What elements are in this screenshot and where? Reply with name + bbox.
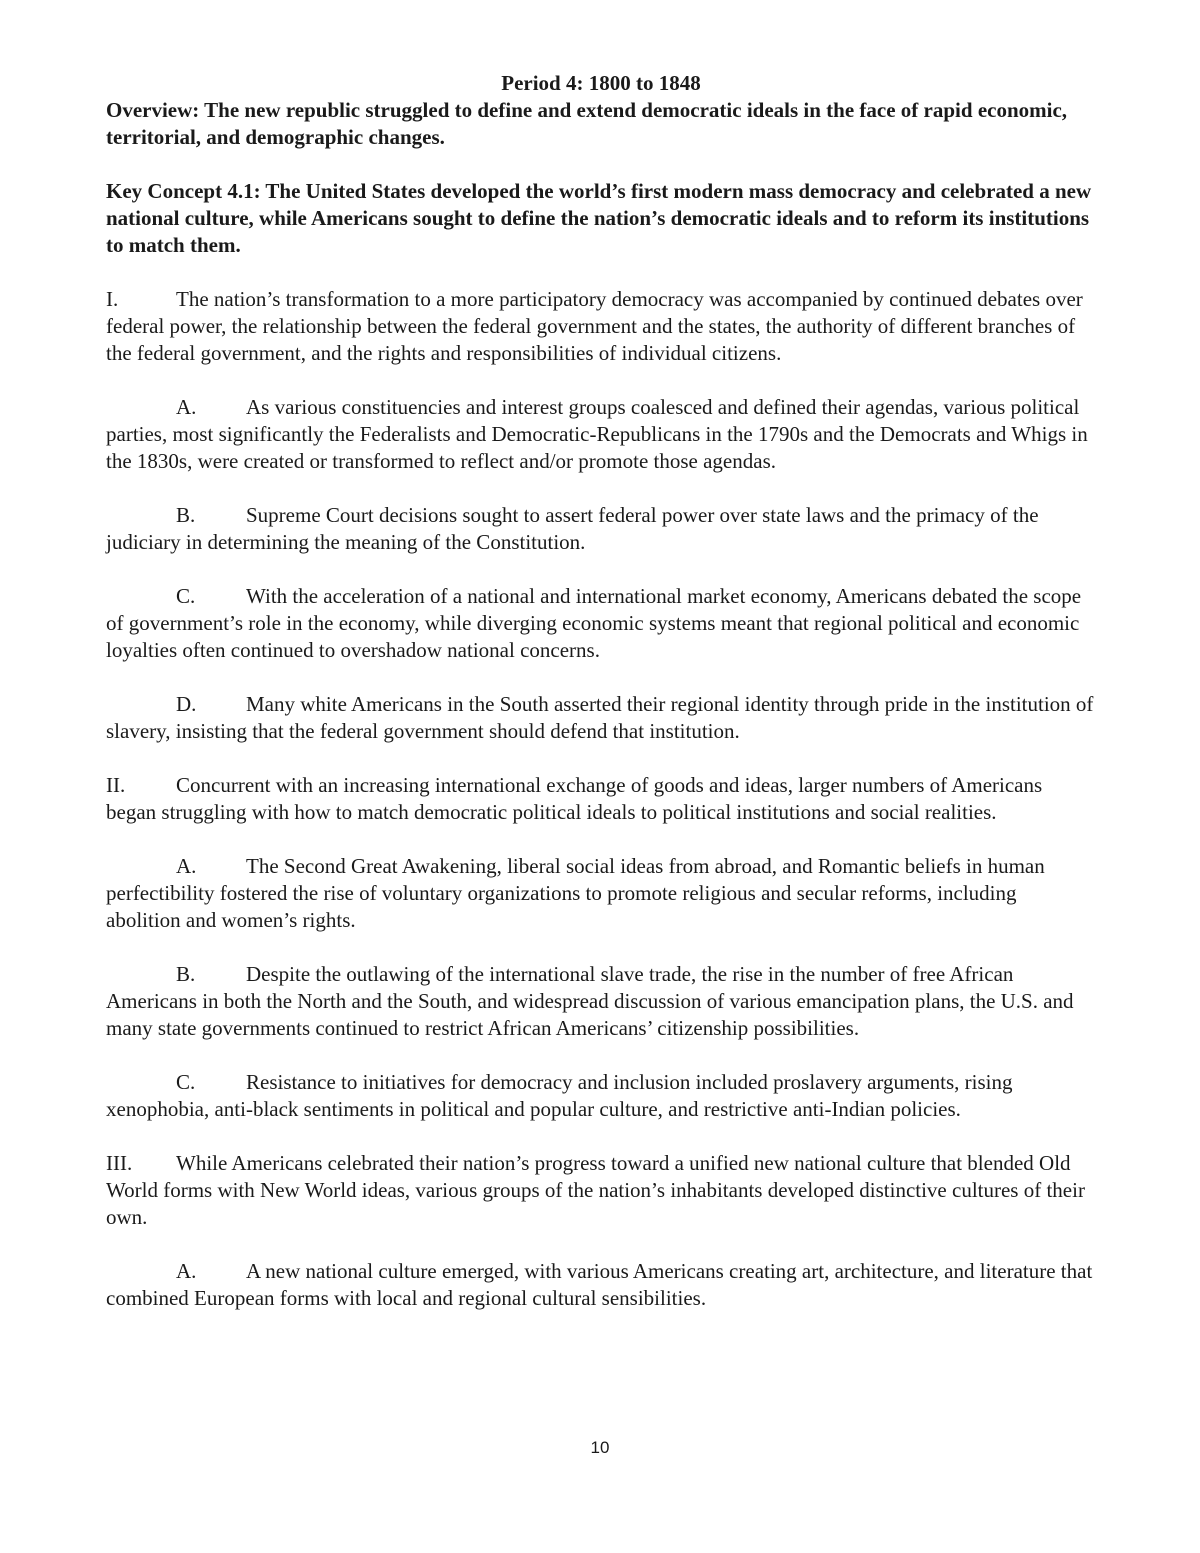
section-ii-item-b	[106, 961, 1096, 1042]
section-i-item-d	[106, 691, 1096, 745]
section-i-item-b	[106, 502, 1096, 556]
item-text: As various constituencies and interest groups coalesced and defined their agendas, various political parties, most significantly the Federalists and Democratic-Republicans in the 1790s and the Democrats and Whigs in the 1830s, were created or transformed to reflect and/or promote those agendas.	[106, 395, 1088, 473]
section-i-item-a	[106, 394, 1096, 475]
section-iii	[106, 1150, 1096, 1231]
section-i	[106, 286, 1096, 367]
section-text: Concurrent with an increasing international exchange of goods and ideas, larger numbers of Americans began struggling with how to match democratic political ideals to political institutions and social realities.	[106, 773, 1043, 824]
key-concept-heading: Key Concept 4.1: The United States developed the world’s first modern mass democracy and celebrated a new national culture, while Americans sought to define the nation’s democratic ideals and to reform its institutions to match them.	[106, 179, 1092, 257]
item-marker: B.	[176, 962, 196, 986]
item-marker: A.	[176, 1259, 197, 1283]
section-marker: III.	[106, 1151, 133, 1175]
section-iii-item-a	[106, 1258, 1096, 1312]
section-marker: I.	[106, 287, 119, 311]
section-ii-item-c	[106, 1069, 1096, 1123]
item-marker: C.	[176, 584, 196, 608]
item-text: Resistance to initiatives for democracy and inclusion included proslavery arguments, rising xenophobia, anti-black sentiments in political and popular culture, and restrictive anti-Indian policies.	[106, 1070, 1013, 1121]
item-marker: D.	[176, 692, 197, 716]
item-text: Despite the outlawing of the international slave trade, the rise in the number of free African Americans in both the North and the South, and widespread discussion of various emancipation plans, the U.S. and many state governments continued to restrict African Americans’ citizenship possibilities.	[106, 962, 1074, 1040]
item-marker: B.	[176, 503, 196, 527]
overview-text: Overview: The new republic struggled to define and extend democratic ideals in the face of rapid economic, territorial, and demographic changes.	[106, 98, 1068, 149]
item-marker: C.	[176, 1070, 196, 1094]
section-marker: II.	[106, 773, 126, 797]
section-ii-item-a	[106, 853, 1096, 934]
document-page	[106, 70, 1096, 1339]
item-text: Many white Americans in the South asserted their regional identity through pride in the institution of slavery, insisting that the federal government should defend that institution.	[106, 692, 1094, 743]
item-marker: A.	[176, 854, 197, 878]
period-title: Period 4: 1800 to 1848	[501, 71, 701, 95]
item-text: With the acceleration of a national and international market economy, Americans debated the scope of government’s role in the economy, while diverging economic systems meant that regional political and economic loyalties often continued to overshadow national concerns.	[106, 584, 1082, 662]
page-number: 10	[590, 1438, 610, 1457]
section-text: While Americans celebrated their nation’s progress toward a unified new national culture that blended Old World forms with New World ideas, various groups of the nation’s inhabitants developed distinctive cultures of their own.	[106, 1151, 1085, 1229]
section-i-item-c	[106, 583, 1096, 664]
item-text: A new national culture emerged, with various Americans creating art, architecture, and literature that combined European forms with local and regional cultural sensibilities.	[106, 1259, 1093, 1310]
section-ii	[106, 772, 1096, 826]
item-text: Supreme Court decisions sought to assert federal power over state laws and the primacy of the judiciary in determining the meaning of the Constitution.	[106, 503, 1039, 554]
section-text: The nation’s transformation to a more participatory democracy was accompanied by continued debates over federal power, the relationship between the federal government and the states, the authority of different branches of the federal government, and the rights and responsibilities of individual citizens.	[106, 287, 1083, 365]
item-text: The Second Great Awakening, liberal social ideas from abroad, and Romantic beliefs in human perfectibility fostered the rise of voluntary organizations to promote religious and secular reforms, including abolition and women’s rights.	[106, 854, 1045, 932]
item-marker: A.	[176, 395, 197, 419]
